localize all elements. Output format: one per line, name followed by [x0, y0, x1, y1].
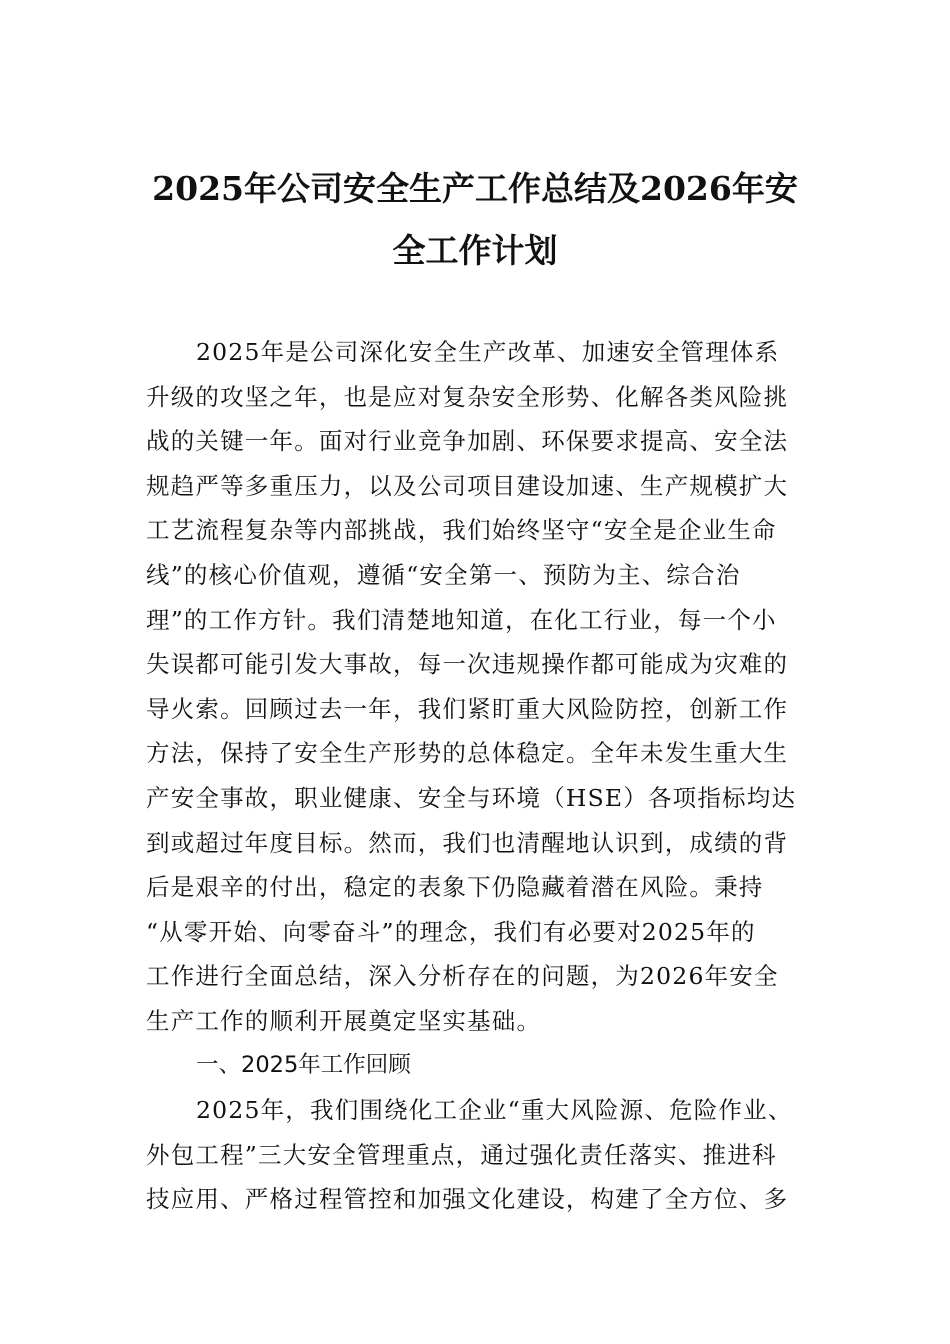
paragraph-line: 生产工作的顺利开展奠定坚实基础。 — [146, 1006, 542, 1035]
paragraph-line: 产安全事故，职业健康、安全与环境（HSE）各项指标均达 — [146, 783, 797, 812]
title-line-1: 2025年公司安全生产工作总结及2026年安 — [152, 169, 798, 208]
paragraph-line: 升级的攻坚之年，也是应对复杂安全形势、化解各类风险挑 — [146, 382, 789, 411]
paragraph-line: 理”的工作方针。我们清楚地知道，在化工行业，每一个小 — [146, 605, 777, 634]
paragraph-line: 失误都可能引发大事故，每一次违规操作都可能成为灾难的 — [146, 650, 789, 679]
paragraph-line: 外包工程”三大安全管理重点，通过强化责任落实、推进科 — [146, 1140, 777, 1169]
paragraph-line: 方法，保持了安全生产形势的总体稳定。全年未发生重大生 — [146, 739, 789, 768]
intro-paragraph — [146, 330, 814, 1044]
paragraph-line: 2025年，我们围绕化工企业“重大风险源、危险作业、 — [196, 1096, 793, 1124]
paragraph-line: 技应用、严格过程管控和加强文化建设，构建了全方位、多 — [146, 1185, 789, 1214]
title-line-2: 全工作计划 — [392, 231, 558, 270]
document-title — [110, 158, 840, 282]
paragraph-line: 工作进行全面总结，深入分析存在的问题，为2026年安全 — [146, 962, 779, 991]
review-paragraph — [146, 1088, 814, 1222]
paragraph-line: 工艺流程复杂等内部挑战，我们始终坚守“安全是企业生命 — [146, 516, 777, 545]
paragraph-line: 规趋严等多重压力，以及公司项目建设加速、生产规模扩大 — [146, 471, 789, 500]
paragraph-line: 后是艰辛的付出，稳定的表象下仍隐藏着潜在风险。秉持 — [146, 873, 764, 902]
paragraph-line: 到或超过年度目标。然而，我们也清醒地认识到，成绩的背 — [146, 828, 789, 857]
section-heading: 一、2025年工作回顾 — [196, 1052, 411, 1078]
paragraph-line: 战的关键一年。面对行业竞争加剧、环保要求提高、安全法 — [146, 427, 789, 456]
paragraph-line: “从零开始、向零奋斗”的理念，我们有必要对2025年的 — [146, 917, 756, 946]
paragraph-line: 导火索。回顾过去一年，我们紧盯重大风险防控，创新工作 — [146, 694, 789, 723]
paragraph-line: 线”的核心价值观，遵循“安全第一、预防为主、综合治 — [146, 560, 741, 589]
paragraph-line: 2025年是公司深化安全生产改革、加速安全管理体系 — [196, 338, 780, 366]
